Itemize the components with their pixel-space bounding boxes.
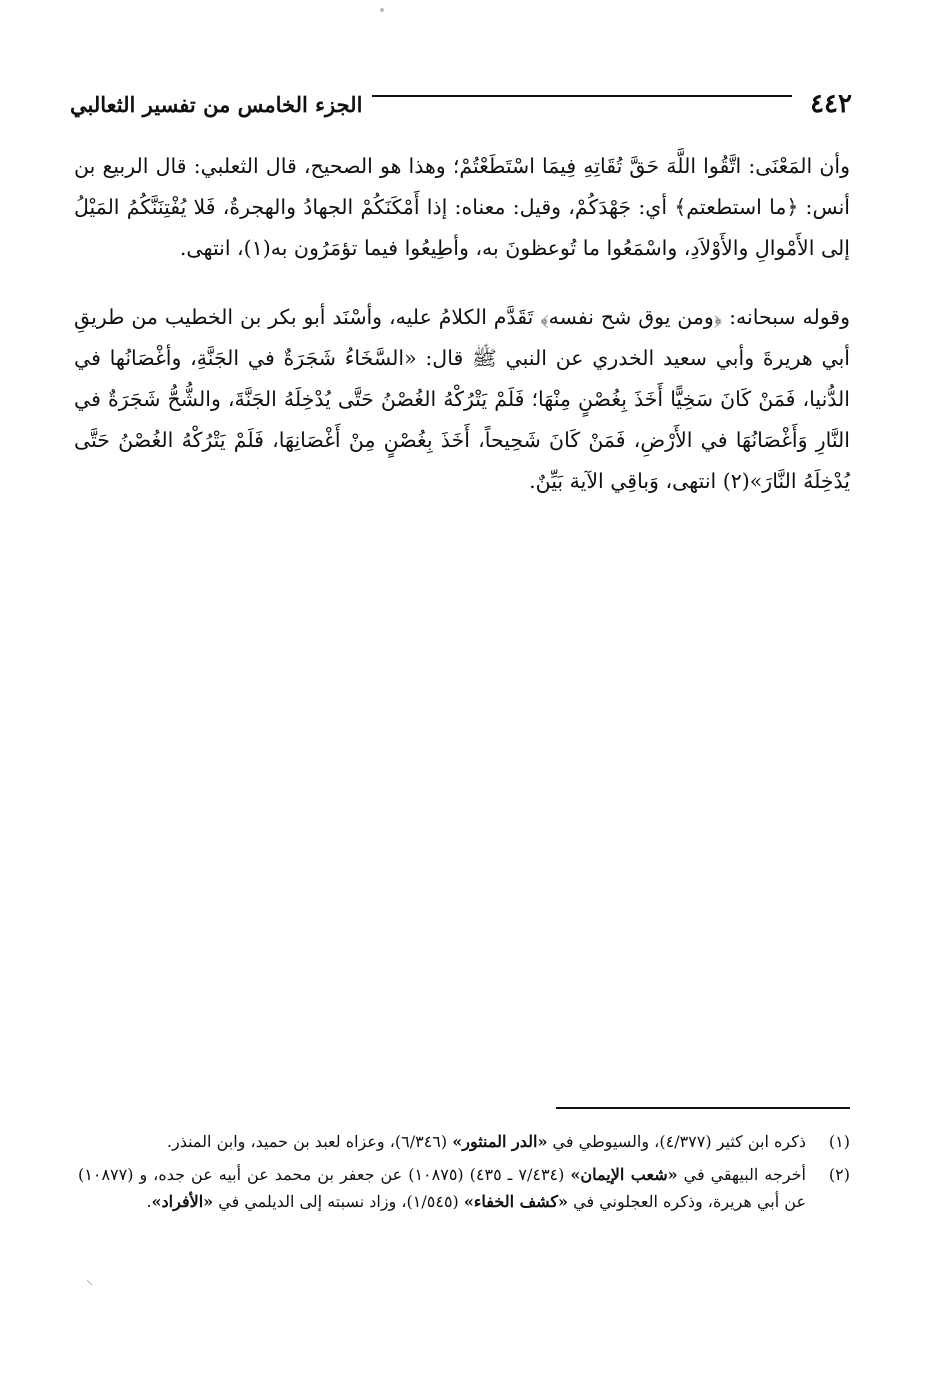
paragraph: وقوله سبحانه: ﴿ومن يوق شح نفسه﴾ تَقَدَّم الكلامُ عليه، وأسْنَد أبو بكر بن الخطيب من طريقِ أبي هريرةَ وأبي سعيد الخدري عن النبي ﷺ قال: «السَّخَاءُ شَجَرَةٌ في الجَنَّةِ، وأغْصَانُها في الدُّنيا، فَمَنْ كَانَ سَخِيًّا أَخَذَ بِغُصْنٍ مِنْهَا؛ فَلَمْ يَتْرُكْهُ الغُصْنُ حَتَّى يُدْخِلَهُ الجَنَّةَ، والشُّحُّ شَجَرَةٌ في النَّارِ وَأَغْصَانُهَا في الأَرْضِ، فَمَنْ كَانَ شَحِيحاً، أَخَذَ بِغُصْنٍ مِنْ أَغْصَانِهَا، فَلَمْ يَتْرُكْهُ الغُصْنُ حَتَّى يُدْخِلَهُ النَّارَ»(٢) انتهى، وَباقِي الآية بَيِّنٌ. [74,305,850,493]
footnote-text [78,1128,806,1155]
footnote-text-part: (٧/٤٣٤ ـ ٤٣٥) (١٠٨٧٥) عن جعفر بن محمد عن أبيه عن جده، و (١٠٨٧٧) عن أبي هريرة، وذكره العجلوني في [78,1165,806,1211]
footnote-text-part: . [146,1192,152,1211]
footnote-text-part: أخرجه البيهقي في [677,1165,807,1184]
footnote-item [78,1161,850,1215]
footnote-book-title: «كشف الخفاء» [463,1192,569,1211]
scan-speck [380,8,384,12]
running-title: الجزء الخامس من تفسير الثعالبي [70,91,363,117]
footnote-book-title: «الأفراد» [151,1192,214,1211]
footnote-book-title: «الدر المنثور» [452,1132,548,1151]
footnote-text-part: (٦/٣٤٦)، وعزاه لعبد بن حميد، وابن المنذر. [166,1132,453,1151]
footnote-text-part: ذكره ابن كثير (٤/٣٧٧)، والسيوطي في [547,1132,806,1151]
footnote-separator [556,1107,850,1109]
paragraph: وأن المَعْنَى: اتَّقُوا اللَّهَ حَقَّ تُقَاتِهِ فِيمَا اسْتَطَعْتُمْ؛ وهذا هو الصحيح، قال الثعلبي: قال الربيع بن أنس: ﴿ما استطعتم﴾ أي: جَهْدَكُمْ، وقيل: معناه: إذا أَمْكَنَكُمْ الجهادُ والهجرةُ، فَلا يُفْتِنَنَّكُمُ المَيْلُ إلى الأَمْوالِ والأَوْلاَدِ، واسْمَعُوا ما تُوعظونَ به، وأطِيعُوا فيما تؤمَرُون به(١)، انتهى. [74,154,850,260]
footnote-number: (١) [828,1132,850,1151]
main-text [74,146,850,502]
page-number: ٤٤٢ [810,89,852,119]
page-header [70,84,852,124]
header-rule [372,95,792,97]
footnotes [78,1128,850,1221]
footnote-number: (٢) [828,1165,850,1184]
footnote-item [78,1128,850,1155]
scan-mark: ⸜ [86,1272,93,1288]
footnote-text-part: (١/٥٤٥)، وزاد نسبته إلى الديلمي في [213,1192,464,1211]
footnote-text [78,1161,806,1215]
footnote-book-title: «شعب الإيمان» [570,1165,678,1184]
